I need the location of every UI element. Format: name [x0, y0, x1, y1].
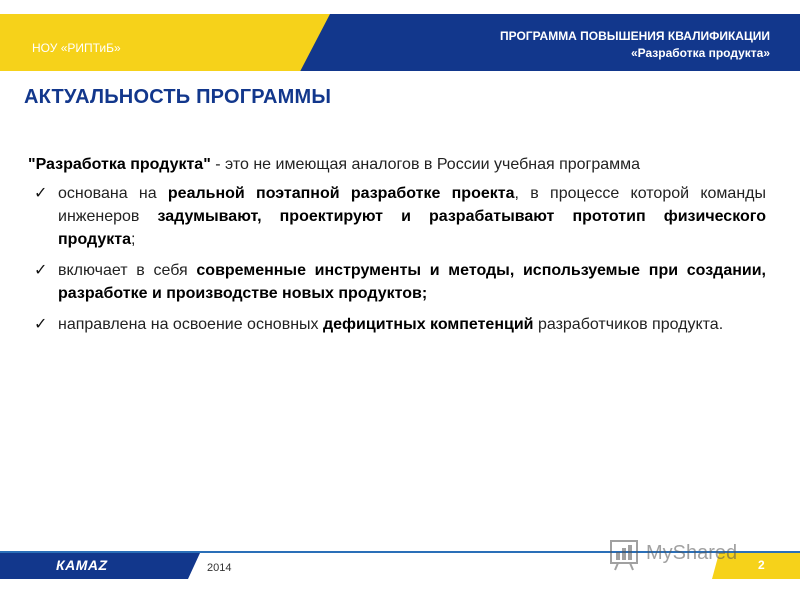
bullet-text: ; — [131, 231, 136, 248]
bullet-text: , в процессе которой команды инженеров — [58, 185, 767, 225]
bullet-text: направлена на освоение основных — [58, 316, 323, 333]
watermark-text: MyShared — [646, 542, 738, 564]
bullet-bold: реальной поэтапной разработке проекта — [167, 185, 515, 202]
bullet-item — [28, 182, 766, 251]
bullet-text: включает в себя — [58, 262, 197, 279]
checkmark-icon: ✓ — [34, 185, 48, 202]
program-title — [500, 28, 770, 62]
bullet-item — [28, 313, 766, 336]
myshared-logo-icon — [608, 538, 642, 572]
intro-text: - это не имеющая аналогов в России учебная программа — [210, 156, 641, 173]
bullet-bold: современные инструменты и методы, используемые при создании, разработке и производстве новых продуктов; — [58, 262, 766, 302]
watermark — [608, 538, 768, 572]
slide-content — [28, 153, 766, 344]
program-line-1: ПРОГРАММА ПОВЫШЕНИЯ КВАЛИФИКАЦИИ — [499, 29, 770, 43]
bullet-text: основана на — [58, 185, 168, 202]
bullet-item — [28, 259, 766, 305]
bullet-text: разработчиков продукта. — [533, 316, 724, 333]
bullet-bold: задумывают, проектируют и разрабатывают прототип физического продукта — [58, 208, 766, 248]
program-line-2: «Разработка продукта» — [630, 46, 770, 60]
checkmark-icon: ✓ — [34, 316, 48, 333]
intro-paragraph — [28, 153, 766, 176]
header-bar — [0, 14, 800, 71]
slide-title: АКТУАЛЬНОСТЬ ПРОГРАММЫ — [24, 86, 332, 108]
page-number: 2 — [758, 558, 765, 572]
kamaz-logo: КАМАZ — [56, 557, 108, 573]
checkmark-icon: ✓ — [34, 262, 48, 279]
bullet-bold: дефицитных компетенций — [322, 316, 534, 333]
intro-bold: "Разработка продукта" — [28, 156, 211, 173]
footer-year: 2014 — [207, 562, 232, 574]
org-name: НОУ «РИПТиБ» — [32, 41, 121, 55]
